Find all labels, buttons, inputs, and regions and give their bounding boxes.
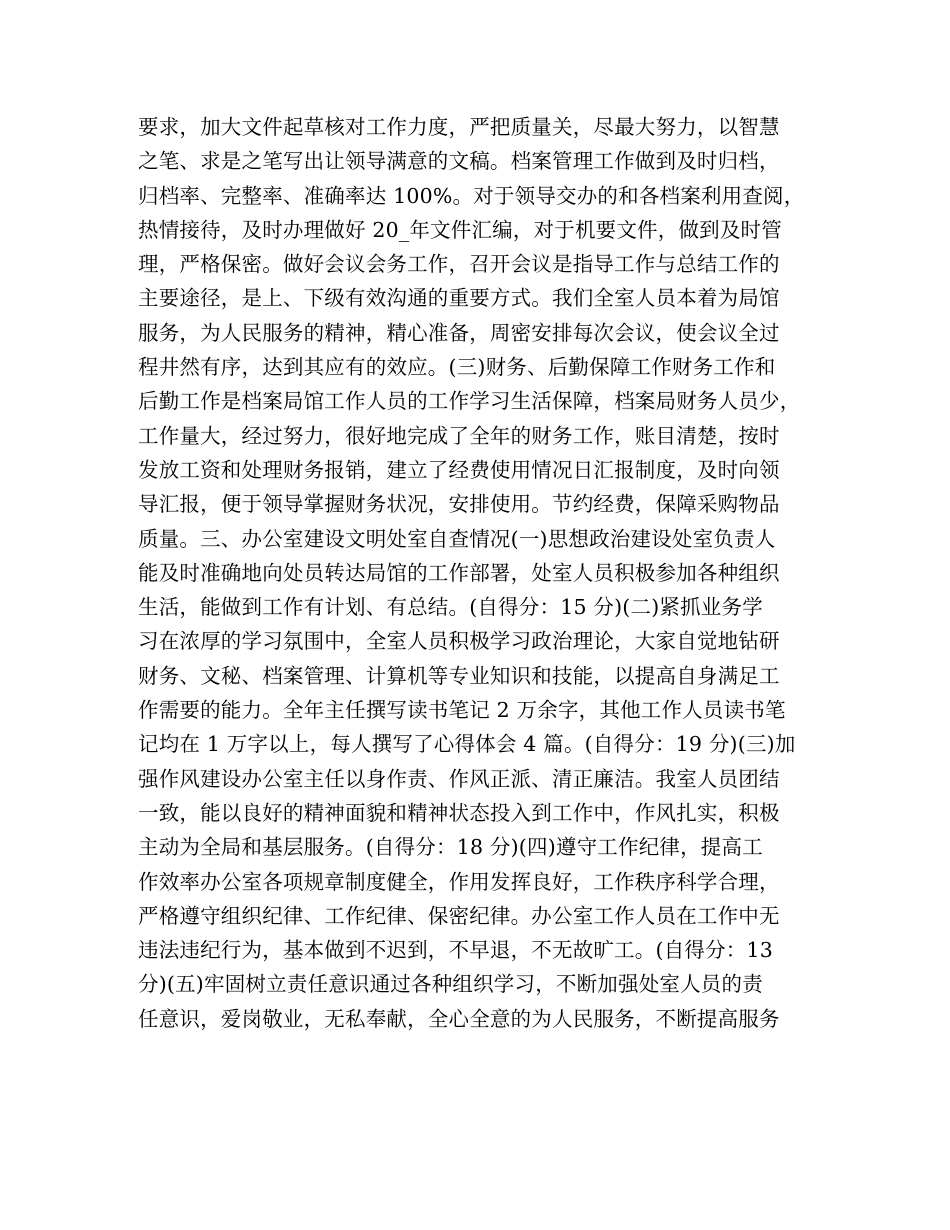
text-line: 任意识，爱岗敬业，无私奉献，全心全意的为人民服务，不断提高服务	[138, 1006, 780, 1031]
text-line: 发放工资和处理财务报销，建立了经费使用情况日汇报制度，及时向领	[138, 457, 780, 482]
text-line: 归档率、完整率、准确率达 100%。对于领导交办的和各档案利用查阅，	[138, 183, 805, 208]
text-line: 程井然有序，达到其应有的效应。(三)财务、后勤保障工作财务工作和	[138, 355, 776, 380]
text-line: 习在浓厚的学习氛围中，全室人员积极学习政治理论，大家自觉地钻研	[138, 629, 780, 654]
text-line: 工作量大，经过努力，很好地完成了全年的财务工作，账目清楚，按时	[138, 423, 780, 448]
text-line: 强作风建设办公室主任以身作责、作风正派、清正廉洁。我室人员团结	[138, 766, 780, 791]
text-line: 质量。三、办公室建设文明处室自查情况(一)思想政治建设处室负责人	[138, 526, 776, 551]
text-line: 作效率办公室各项规章制度健全，作用发挥良好，工作秩序科学合理，	[138, 869, 780, 894]
text-line: 之笔、求是之笔写出让领导满意的文稿。档案管理工作做到及时归档，	[138, 149, 780, 174]
text-line: 热情接待，及时办理做好 20_年文件汇编，对于机要文件，做到及时管	[138, 217, 782, 242]
body-text	[138, 110, 828, 1036]
text-line: 严格遵守组织纪律、工作纪律、保密纪律。办公室工作人员在工作中无	[138, 903, 780, 928]
text-line: 作需要的能力。全年主任撰写读书笔记 2 万余字，其他工作人员读书笔	[138, 698, 786, 723]
text-line: 主动为全局和基层服务。(自得分：18 分)(四)遵守工作纪律，提高工	[138, 835, 763, 860]
text-line: 要求，加大文件起草核对工作力度，严把质量关，尽最大努力，以智慧	[138, 115, 780, 139]
text-line: 主要途径，是上、下级有效沟通的重要方式。我们全室人员本着为局馆	[138, 286, 780, 311]
text-line: 理，严格保密。做好会议会务工作，召开会议是指导工作与总结工作的	[138, 252, 780, 277]
text-line: 财务、文秘、档案管理、计算机等专业知识和技能，以提高自身满足工	[138, 663, 780, 688]
text-line: 后勤工作是档案局馆工作人员的工作学习生活保障，档案局财务人员少，	[138, 389, 801, 414]
text-line: 能及时准确地向处员转达局馆的工作部署，处室人员积极参加各种组织	[138, 560, 780, 585]
text-line: 生活，能做到工作有计划、有总结。(自得分：15 分)(二)紧抓业务学	[138, 595, 763, 620]
text-line: 服务，为人民服务的精神，精心准备，周密安排每次会议，使会议全过	[138, 320, 780, 345]
text-line: 分)(五)牢固树立责任意识通过各种组织学习，不断加强处室人员的责	[138, 972, 763, 997]
text-line: 记均在 1 万字以上，每人撰写了心得体会 4 篇。(自得分：19 分)(三)加	[138, 732, 796, 757]
text-line: 导汇报，便于领导掌握财务状况，安排使用。节约经费，保障采购物品	[138, 492, 780, 517]
text-line: 一致，能以良好的精神面貌和精神状态投入到工作中，作风扎实，积极	[138, 800, 780, 825]
text-line: 违法违纪行为，基本做到不迟到，不早退，不无故旷工。(自得分：13	[138, 938, 773, 963]
